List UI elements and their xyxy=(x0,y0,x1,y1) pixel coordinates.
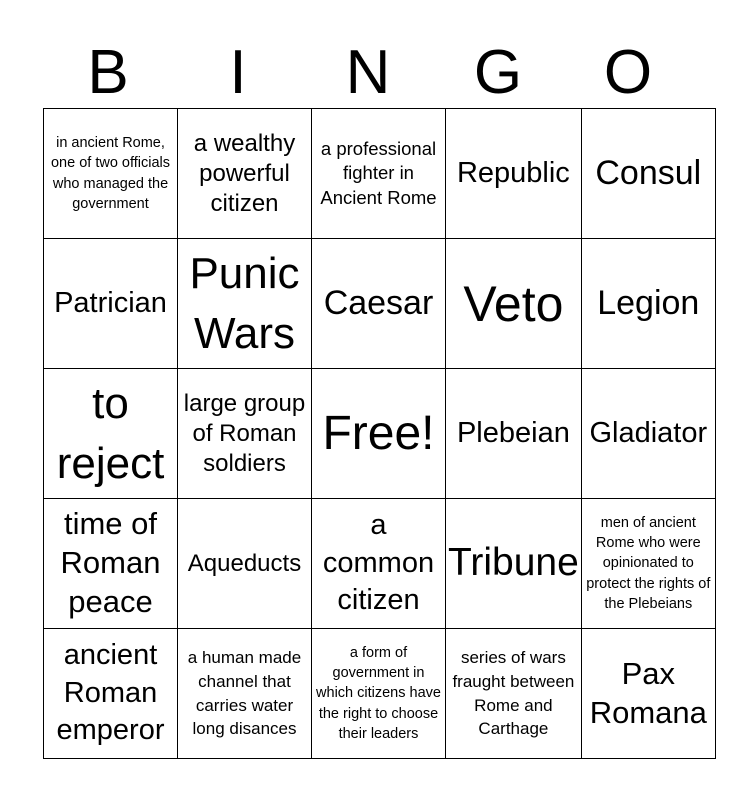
header-letter-b: B xyxy=(87,38,129,107)
bingo-cell[interactable]: a wealthy powerful citizen xyxy=(178,109,312,239)
bingo-cell[interactable]: men of ancient Rome who were opinionated to protect the rights of the Plebeians xyxy=(581,499,715,629)
bingo-cell[interactable]: a professional fighter in Ancient Rome xyxy=(312,109,446,239)
bingo-cell[interactable]: Punic Wars xyxy=(178,239,312,369)
bingo-cell[interactable]: Tribune xyxy=(446,499,582,629)
bingo-cell[interactable]: Caesar xyxy=(312,239,446,369)
bingo-row xyxy=(44,109,716,239)
bingo-cell[interactable]: Plebeian xyxy=(446,369,582,499)
bingo-cell[interactable]: a human made channel that carries water long disances xyxy=(178,629,312,759)
bingo-cell[interactable]: Gladiator xyxy=(581,369,715,499)
bingo-cell[interactable]: Patrician xyxy=(44,239,178,369)
bingo-row xyxy=(44,629,716,759)
free-space-cell[interactable]: Free! xyxy=(312,369,446,499)
header-letter-i: I xyxy=(229,38,247,107)
bingo-cell[interactable]: large group of Roman soldiers xyxy=(178,369,312,499)
bingo-header xyxy=(43,38,693,108)
header-letter-g: G xyxy=(473,38,523,107)
bingo-cell[interactable]: a form of government in which citizens have the right to choose their leaders xyxy=(312,629,446,759)
bingo-cell[interactable]: in ancient Rome, one of two officials who managed the government xyxy=(44,109,178,239)
bingo-cell[interactable]: time of Roman peace xyxy=(44,499,178,629)
header-letter-n: N xyxy=(345,38,391,107)
bingo-row xyxy=(44,239,716,369)
bingo-cell[interactable]: series of wars fraught between Rome and Carthage xyxy=(446,629,582,759)
header-letter-o: O xyxy=(603,38,653,107)
bingo-cell[interactable]: Veto xyxy=(446,239,582,369)
bingo-row xyxy=(44,369,716,499)
bingo-cell[interactable]: Aqueducts xyxy=(178,499,312,629)
bingo-cell[interactable]: ancient Roman emperor xyxy=(44,629,178,759)
bingo-cell[interactable]: a common citizen xyxy=(312,499,446,629)
bingo-cell[interactable]: Legion xyxy=(581,239,715,369)
bingo-cell[interactable]: Pax Romana xyxy=(581,629,715,759)
bingo-row xyxy=(44,499,716,629)
bingo-cell[interactable]: Consul xyxy=(581,109,715,239)
bingo-cell[interactable]: to reject xyxy=(44,369,178,499)
bingo-grid xyxy=(43,108,716,759)
bingo-cell[interactable]: Republic xyxy=(446,109,582,239)
